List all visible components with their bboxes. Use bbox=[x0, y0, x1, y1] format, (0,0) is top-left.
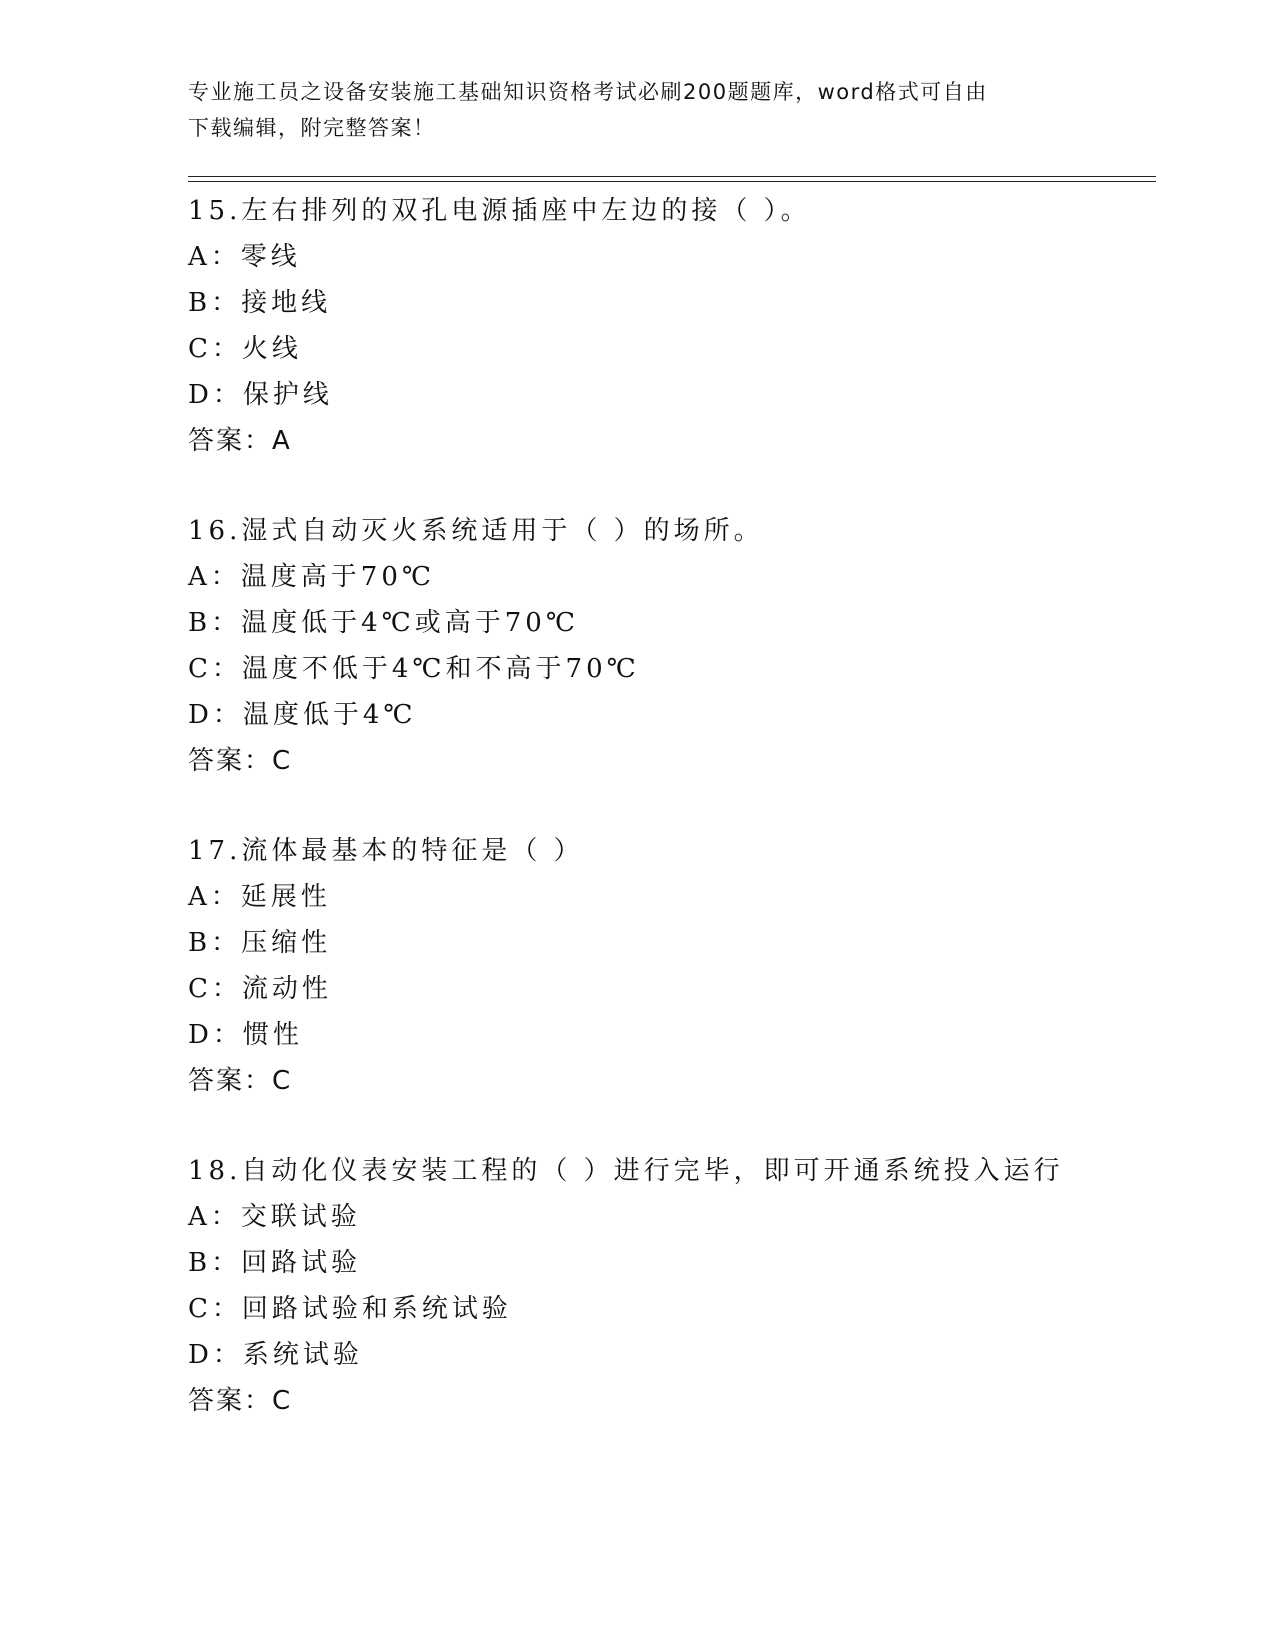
question-18 bbox=[188, 1148, 1188, 1424]
header-divider-top bbox=[188, 176, 1156, 177]
option-b: B：压缩性 bbox=[188, 928, 332, 958]
question-stem: 15.左右排列的双孔电源插座中左边的接（ ）。 bbox=[188, 196, 811, 226]
option-b: B：回路试验 bbox=[188, 1248, 362, 1278]
option-b: B：接地线 bbox=[188, 288, 332, 318]
question-stem: 16.湿式自动灭火系统适用于（ ）的场所。 bbox=[188, 516, 764, 546]
option-b: B：温度低于4℃或高于70℃ bbox=[188, 608, 579, 638]
option-d: D：系统试验 bbox=[188, 1340, 363, 1370]
question-stem: 18.自动化仪表安装工程的（ ）进行完毕，即可开通系统投入运行 bbox=[188, 1156, 1064, 1186]
header-line-2: 下载编辑，附完整答案！ bbox=[188, 116, 436, 140]
option-a: A：延展性 bbox=[188, 882, 331, 912]
option-c: C：回路试验和系统试验 bbox=[188, 1294, 512, 1324]
header-divider-bottom bbox=[188, 181, 1156, 182]
option-d: D：保护线 bbox=[188, 380, 333, 410]
option-d: D：温度低于4℃ bbox=[188, 700, 417, 730]
option-a: A：交联试验 bbox=[188, 1202, 361, 1232]
option-c: C：温度不低于4℃和不高于70℃ bbox=[188, 654, 640, 684]
answer-line: 答案：C bbox=[188, 1386, 293, 1416]
option-c: C：火线 bbox=[188, 334, 302, 364]
option-a: A：零线 bbox=[188, 242, 301, 272]
answer-line: 答案：C bbox=[188, 746, 293, 776]
answer-line: 答案：C bbox=[188, 1066, 293, 1096]
option-d: D：惯性 bbox=[188, 1020, 303, 1050]
question-17 bbox=[188, 828, 1188, 1104]
document-header bbox=[188, 74, 1088, 146]
question-stem: 17.流体最基本的特征是（ ） bbox=[188, 836, 584, 866]
question-16 bbox=[188, 508, 1188, 784]
option-a: A：温度高于70℃ bbox=[188, 562, 435, 592]
question-15 bbox=[188, 188, 1188, 464]
answer-line: 答案：A bbox=[188, 426, 292, 456]
option-c: C：流动性 bbox=[188, 974, 332, 1004]
header-line-1: 专业施工员之设备安装施工基础知识资格考试必刷200题题库，word格式可自由 bbox=[188, 80, 988, 104]
